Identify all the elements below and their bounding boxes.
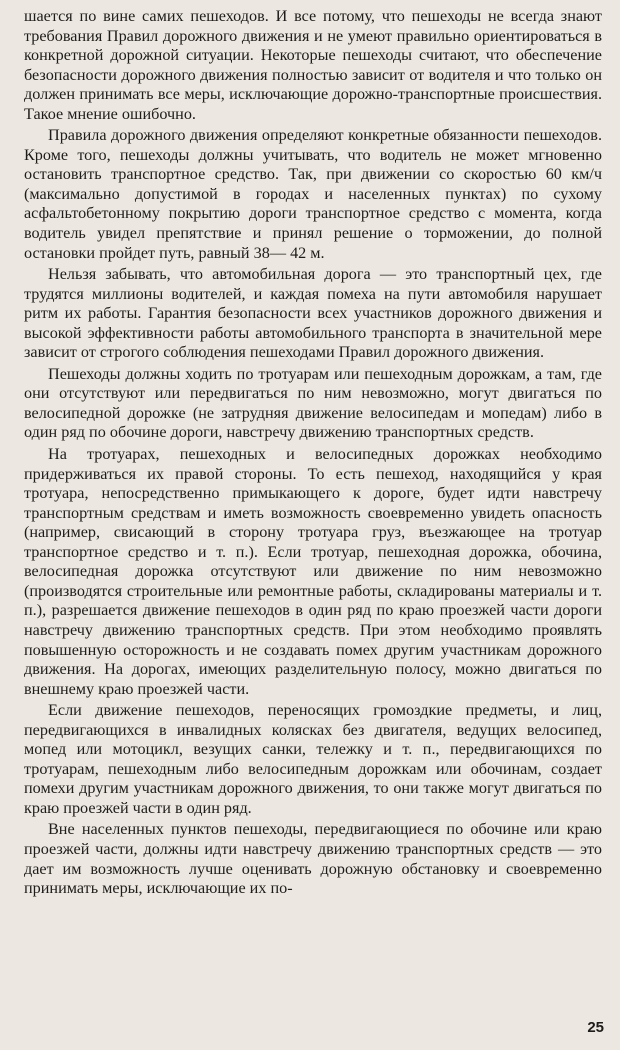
paragraph-1: шается по вине самих пешеходов. И все потому, что пешеходы не всегда знают требования Правил дорожного движения и не умеют правильно ориентироваться в конкретной дорожной ситуации. Некоторые пешеходы считают, что обеспечение безопасности дорожного движения полностью зависит от водителя и что только он должен принимать все меры, исключающие дорожно-транспортные происшествия. Такое мнение ошибочно. <box>24 7 602 123</box>
paragraph-7: Вне населенных пунктов пешеходы, передвигающиеся по обочине или краю проезжей части, должны идти навстречу движению транспортных средств — это дает им возможность лучше оценивать дорожную обстановку и своевременно принимать меры, исключающие их по- <box>24 820 602 898</box>
paragraph-3: Нельзя забывать, что автомобильная дорога — это транспортный цех, где трудятся миллионы водителей, и каждая помеха на пути автомобиля нарушает ритм их работы. Гарантия безопасности всех участников дорожного движения и высокой эффективности работы автомобильного транспорта в значительной мере зависит от строгого соблюдения пешеходами Правил дорожного движения. <box>24 265 602 362</box>
paragraph-2: Правила дорожного движения определяют конкретные обязанности пешеходов. Кроме того, пешеходы должны учитывать, что водитель не может мгновенно остановить транспортное средство. Так, при движении со скоростью 60 км/ч (максимально допустимой в городах и населенных пунктах) по сухому асфальтобетонному покрытию дороги транспортное средство с момента, когда водитель увидел препятствие и принял решение о торможении, до полной остановки пройдет путь, равный 38— 42 м. <box>24 126 602 262</box>
paragraph-6: Если движение пешеходов, переносящих громоздкие предметы, и лиц, передвигающихся в инвалидных колясках без двигателя, ведущих велосипед, мопед или мотоцикл, везущих санки, тележку и т. п., передвигающихся по тротуарам, пешеходным либо велосипедным дорожкам или обочинам, создает помехи другим участникам дорожного движения, то они также могут двигаться по краю проезжей части в один ряд. <box>24 701 602 817</box>
text-column <box>24 7 602 901</box>
page-number: 25 <box>587 1019 604 1036</box>
paragraph-4: Пешеходы должны ходить по тротуарам или пешеходным дорожкам, а там, где они отсутствуют или передвигаться по ним невозможно, могут двигаться по велосипедной дорожке (не затрудняя движение велосипедам и мопедам) либо в один ряд по обочине дороги, навстречу движению транспортных средств. <box>24 364 602 442</box>
paragraph-5: На тротуарах, пешеходных и велосипедных дорожках необходимо придерживаться их правой стороны. То есть пешеход, находящийся у края тротуара, непосредственно примыкающего к дороге, будет идти навстречу транспортным средствам и иметь возможность своевременно увидеть опасность (например, свисающий в сторону тротуара груз, въезжающее на тротуар транспортное средство и т. п.). Если тротуар, пешеходная дорожка, обочина, велосипедная дорожка отсутствуют или движение по ним невозможно (производятся строительные или ремонтные работы, складированы материалы и т. п.), разрешается движение пешеходов в один ряд по краю проезжей части дороги навстречу движению транспортных средств. При этом необходимо проявлять повышенную осторожность и не создавать помех другим участникам дорожного движения. На дорогах, имеющих разделительную полосу, можно двигаться по внешнему краю проезжей части. <box>24 445 602 698</box>
